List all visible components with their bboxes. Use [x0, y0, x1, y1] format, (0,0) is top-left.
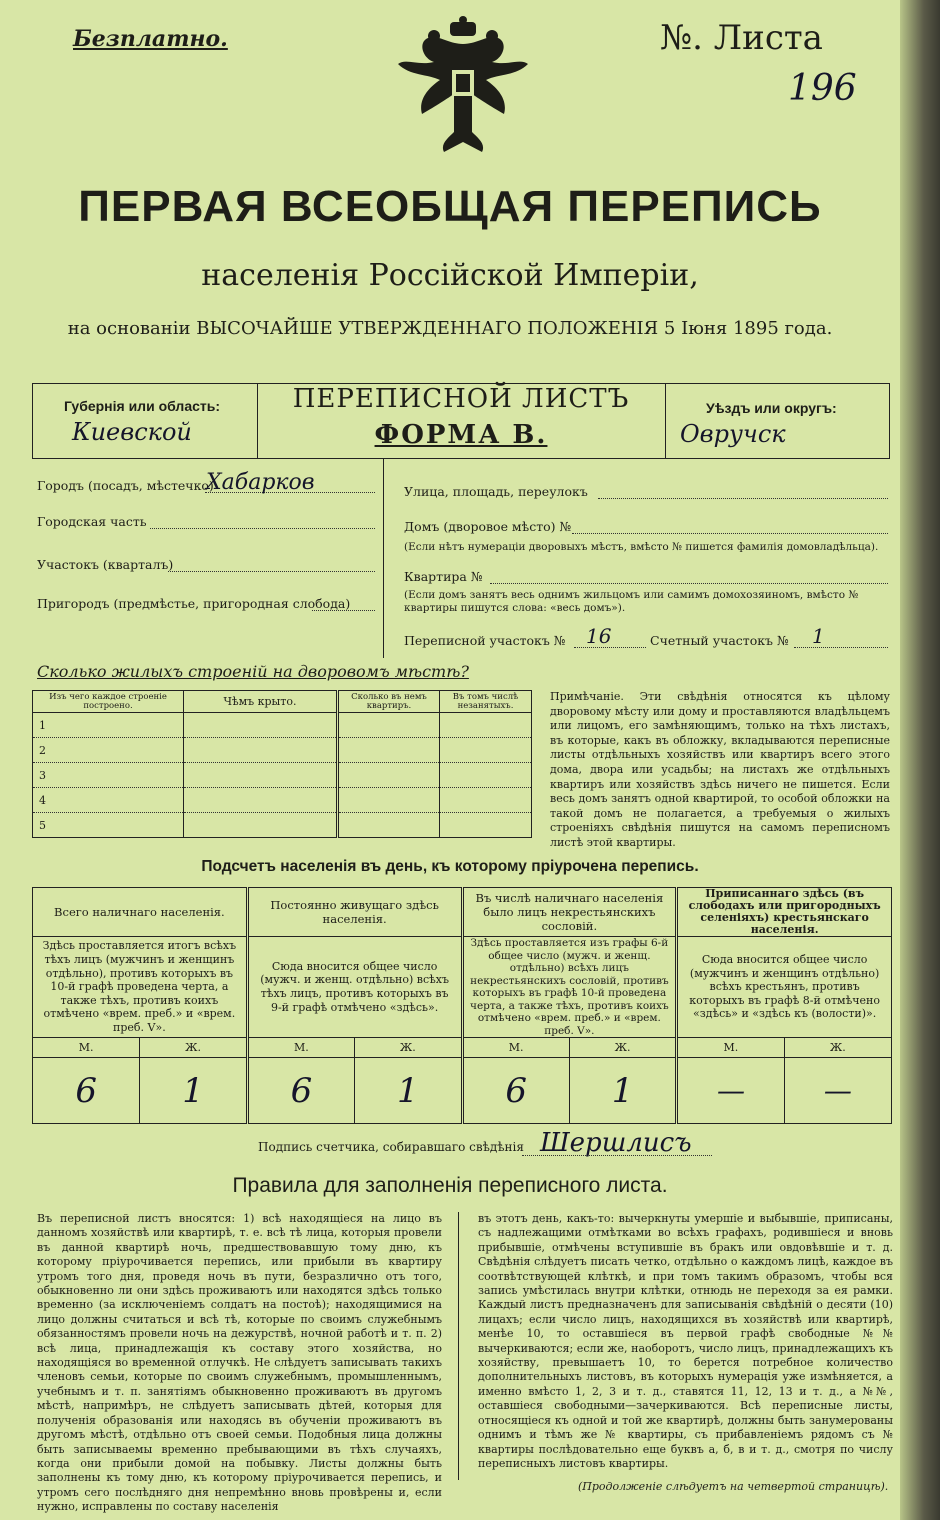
- buildings-col-roof: Чѣмъ крыто.: [184, 691, 338, 713]
- buildings-note: Примѣчаніе. Эти свѣдѣнія относятся къ цѣлому дворовому мѣсту или дому и проставляются владѣльцемъ или лицомъ, его замѣняющимъ, только на тѣхъ листахъ, въ которые, какъ въ обложку, вкладываются переписные листы отдѣльныхъ хозяйствъ или квартиръ всего этого дома, двора или усадьбы; на листахъ же отдѣльныхъ квартиръ или хозяйствъ здѣсь ничего не пишется. Если весь домъ занятъ одной квартирой, то особой обложки на такой домъ не полагается, а требуемыя о жилыхъ строеніяхъ свѣдѣнія пишутся на самомъ переписномъ листѣ этой квартиры.: [550, 690, 890, 849]
- buildings-col-material: Изъ чего каждое строеніе построено.: [33, 691, 184, 713]
- population-col-peasant-head: Приписаннаго здѣсь (въ слободахъ или пригородныхъ селеніяхъ) крестьянскаго населенія.: [677, 888, 892, 937]
- m-label: М.: [677, 1038, 784, 1058]
- peasant-female-count: —: [784, 1058, 891, 1124]
- permanent-female-count: 1: [355, 1058, 462, 1124]
- street-label: Улица, площадь, переулокъ: [404, 484, 588, 499]
- free-label: Безплатно.: [73, 26, 228, 52]
- suburb-label: Пригородъ (предмѣстье, пригородная слобода): [37, 596, 351, 611]
- census-area-value: 16: [586, 624, 612, 648]
- legal-basis: на основаніи ВЫСОЧАЙШЕ УТВЕРЖДЕННАГО ПОЛОЖЕНІЯ 5 Іюня 1895 года.: [67, 318, 833, 339]
- census-subtitle: населенія Россійской Имперіи,: [201, 258, 699, 293]
- buildings-col-flats: Сколько въ немъ квартиръ.: [338, 691, 440, 713]
- table-row: 4: [33, 788, 184, 813]
- form-type: ФОРМА В.: [374, 420, 548, 450]
- table-row: 2: [33, 738, 184, 763]
- form-name: ПЕРЕПИСНОЙ ЛИСТЪ: [292, 384, 630, 414]
- rules-continued: (Продолженіе слѣдуетъ на четвертой страницѣ).: [578, 1480, 889, 1493]
- population-col-total-head: Всего наличнаго населенія.: [33, 888, 248, 937]
- rules-left-column: Въ переписной листъ вносятся: 1) всѣ находящіеся на лицо въ данномъ хозяйствѣ или квартирѣ, т. е. всѣ тѣ лица, которыя провели въ данной квартирѣ ночь, предшествовавшую тому дню, къ которому пріурочивается перепись, или прибыли въ квартиру утромъ того дня, проведя ночь въ пути, безразлично отъ того, обыкновенно ли они здѣсь проживаютъ или находятся здѣсь только временно (за исключеніемъ солдатъ на постоѣ); находящимися на лицо должны считаться и всѣ тѣ, которые по своимъ служебнымъ обязанностямъ провели ночь на дежурствѣ, ночной работѣ и т. п. 2) всѣ лица, принадлежащія къ составу этого хозяйства, но находящіяся во временной отлучкѣ. Не слѣдуетъ записывать такихъ членовъ семьи, которые по своимъ служебнымъ, промышленнымъ, учебнымъ и т. п. занятіямъ обыкновенно проживаютъ въ другомъ мѣстѣ, напримѣръ, не слѣдуетъ записывать дѣтей, которыя для полученія образованія или находясь въ обученіи проживаютъ въ другомъ мѣстѣ, отдѣльно отъ своей семьи. Подобныя лица должны быть записываемы временно пребывающими въ тѣхъ случаяхъ, когда они прибыли домой на побывку. Листы должны быть заполнены къ тому дню, къ которому пріурочивается перепись, и утромъ сего послѣдняго дня непремѣнно вновь провѣрены и, если нужно, исправлены по составу населенія: [37, 1212, 442, 1514]
- count-area-label: Счетный участокъ №: [650, 633, 789, 648]
- sheet-number-value: 196: [788, 68, 857, 109]
- gubernia-value: Киевской: [72, 418, 192, 446]
- census-area-label: Переписной участокъ №: [404, 633, 566, 648]
- population-col-nonpeasant-head: Въ числѣ наличнаго населенія было лицъ некрестьянскихъ сословій.: [462, 888, 677, 937]
- page-edge: [900, 0, 940, 1520]
- peasant-male-count: —: [677, 1058, 784, 1124]
- m-label: М.: [462, 1038, 569, 1058]
- table-row: 5: [33, 813, 184, 838]
- m-label: М.: [247, 1038, 354, 1058]
- f-label: Ж.: [569, 1038, 676, 1058]
- population-col-permanent-text: Сюда вносится общее число (мужч. и женщ. отдѣльно) всѣхъ тѣхъ лицъ, противъ которыхъ въ 9-й графѣ отмѣчено «здѣсь».: [247, 937, 462, 1038]
- uezd-value: Овручск: [680, 420, 786, 448]
- population-col-total-text: Здѣсь проставляется итогъ всѣхъ тѣхъ лицъ (мужчинъ и женщинъ отдѣльно), противъ которыхъ въ 10-й графѣ проведена черта, а также тѣхъ, противъ коихъ отмѣчено «врем. преб.» и «врем. преб. V».: [33, 937, 248, 1038]
- flat-label: Квартира №: [404, 569, 483, 584]
- m-label: М.: [33, 1038, 140, 1058]
- gubernia-label: Губернія или область:: [64, 398, 221, 414]
- flat-note: (Если домъ занятъ весь однимъ жильцомъ или самимъ домохозяиномъ, вмѣсто № квартиры пишутся слова: «весь домъ»).: [404, 589, 859, 614]
- buildings-table: [32, 690, 532, 838]
- counter-signature: Шершлисъ: [540, 1128, 692, 1158]
- total-male-count: 6: [33, 1058, 140, 1124]
- uezd-label: Уѣздъ или округъ:: [706, 400, 837, 416]
- city-value: Хабарков: [206, 470, 315, 495]
- table-row: 3: [33, 763, 184, 788]
- total-female-count: 1: [140, 1058, 247, 1124]
- double-headed-eagle-emblem: [388, 14, 538, 164]
- buildings-question: Сколько жилыхъ строеній на дворовомъ мѣстѣ?: [37, 662, 469, 681]
- city-part-label: Городская часть: [37, 514, 147, 529]
- table-row: 1: [33, 713, 184, 738]
- f-label: Ж.: [784, 1038, 891, 1058]
- signature-label: Подпись счетчика, собиравшаго свѣдѣнія: [258, 1140, 524, 1154]
- count-area-value: 1: [812, 624, 825, 648]
- population-heading: Подсчетъ населенія въ день, къ которому пріурочена перепись.: [201, 858, 699, 875]
- census-title: ПЕРВАЯ ВСЕОБЩАЯ ПЕРЕПИСЬ: [78, 182, 822, 231]
- house-note: (Если нѣтъ нумераціи дворовыхъ мѣстъ, вмѣсто № пишется фамилія домовладѣльца).: [404, 541, 879, 553]
- house-label: Домъ (дворовое мѣсто) №: [404, 519, 572, 534]
- buildings-col-vacant: Въ томъ числѣ незанятыхъ.: [440, 691, 532, 713]
- population-col-nonpeasant-text: Здѣсь проставляется изъ графы 6-й общее число (мужч. и женщ. отдѣльно) всѣхъ лицъ некрестьянскихъ сословій, противъ которыхъ въ графѣ 10-й проведена черта, а также тѣхъ, противъ коихъ отмѣчено «врем. преб.» и «врем. преб. V».: [462, 937, 677, 1038]
- population-col-peasant-text: Сюда вносится общее число (мужчинъ и женщинъ отдѣльно) всѣхъ крестьянъ, противъ которыхъ въ графѣ 8-й отмѣчено «здѣсь» и «здѣсь къ (волости)».: [677, 937, 892, 1038]
- f-label: Ж.: [140, 1038, 247, 1058]
- sheet-number-label: №. Листа: [660, 18, 823, 58]
- population-table: [32, 887, 892, 1124]
- nonpeasant-female-count: 1: [569, 1058, 676, 1124]
- permanent-male-count: 6: [247, 1058, 354, 1124]
- nonpeasant-male-count: 6: [462, 1058, 569, 1124]
- district-label: Участокъ (кварталъ): [37, 557, 174, 572]
- city-label: Городъ (посадъ, мѣстечко): [37, 478, 214, 493]
- rules-heading: Правила для заполненія переписного листа.: [232, 1174, 668, 1197]
- population-col-permanent-head: Постоянно живущаго здѣсь населенія.: [247, 888, 462, 937]
- rules-right-column: въ этотъ день, какъ-то: вычеркнуты умершіе и выбывшіе, приписаны, съ надлежащими отмѣтками во всѣхъ графахъ, родившіеся и вновь прибывшіе, отмѣчены вступившіе въ бракъ или овдовѣвшіе и т. д. Свѣдѣнія слѣдуетъ писать четко, отдѣльно о каждомъ лицѣ, каждое въ соотвѣтствующей клѣткѣ, и при томъ такимъ образомъ, чтобы вся запись умѣстилась внутри клѣтки, отнюдь не переходя за ея рамки. Каждый листъ предназначенъ для записыванія свѣдѣній о десяти (10) лицахъ; если число лицъ, находящихся въ хозяйствѣ или квартирѣ, менѣе 10, то оставшіеся въ первой графѣ свободные №№ вычеркиваются; если же, наоборотъ, число лицъ, принадлежащихъ къ хозяйству, превышаетъ 10, то берется потребное количество дополнительныхъ листовъ, въ которыхъ нумерація уже измѣняется, а именно вмѣсто 1, 2, 3 и т. д., ставятся 11, 12, 13 и т. д., а №№, оставшіеся свободными—зачеркиваются. Всѣ переписные листы, относящіеся къ одной и той же квартирѣ, должны быть занумерованы однимъ и тѣмъ же № квартиры, съ прибавленіемъ рядомъ съ № квартиры послѣдовательно еще буквъ а, б, в и т. д., смотря по числу переписныхъ листовъ квартиры.: [478, 1212, 893, 1470]
- f-label: Ж.: [355, 1038, 462, 1058]
